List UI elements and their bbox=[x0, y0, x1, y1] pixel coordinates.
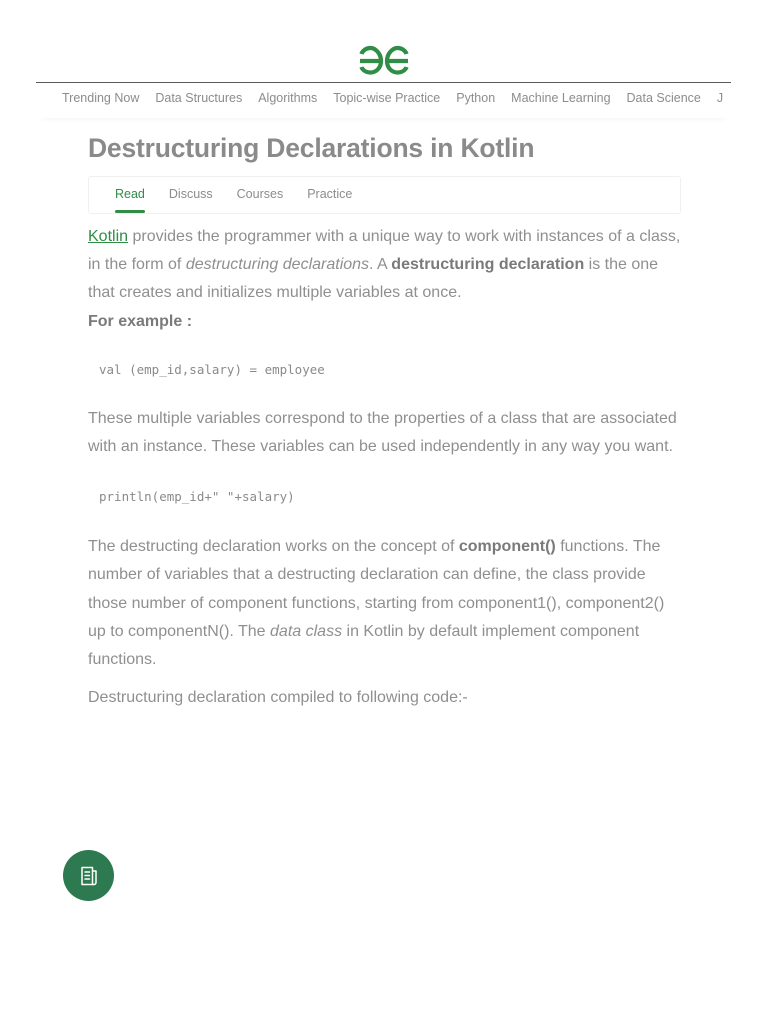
kotlin-link[interactable]: Kotlin bbox=[88, 228, 129, 245]
article-fab-button[interactable] bbox=[63, 850, 114, 901]
nav-item-algorithms[interactable]: Algorithms bbox=[258, 91, 318, 105]
header-divider bbox=[36, 82, 731, 83]
gfg-logo-icon[interactable] bbox=[357, 44, 411, 76]
intro-text-b: . A bbox=[369, 256, 392, 274]
intro-text-a: provides the programmer with a unique way to work with instances of a class, in the form of bbox=[88, 228, 681, 274]
nav-item-machine-learning[interactable]: Machine Learning bbox=[511, 91, 611, 105]
article bbox=[88, 128, 681, 712]
component-emphasis: data class bbox=[270, 622, 343, 640]
paragraph-component bbox=[88, 533, 681, 674]
intro-text-c: is the one that creates and initializes multiple variables at once. bbox=[88, 256, 659, 302]
tab-discuss[interactable]: Discuss bbox=[168, 187, 213, 201]
paragraph-compiled: Destructuring declaration compiled to following code:- bbox=[88, 689, 468, 707]
component-strong: component() bbox=[458, 538, 556, 556]
component-text-b: functions. The number of variables that a destructing declaration can define, the class provide those number of component functions, starting from component1(), component2() up to componentN(). The bbox=[88, 538, 665, 640]
nav-item-data-science[interactable]: Data Science bbox=[626, 91, 701, 105]
topic-nav bbox=[36, 84, 731, 118]
code-block-2: println(emp_id+" "+salary) bbox=[99, 489, 295, 505]
article-icon bbox=[77, 864, 101, 888]
nav-item-topic-wise-practice[interactable]: Topic-wise Practice bbox=[333, 91, 441, 105]
site-header bbox=[0, 0, 768, 84]
component-text-c: in Kotlin by default implement component functions. bbox=[88, 622, 640, 669]
article-title: Destructuring Declarations in Kotlin bbox=[88, 133, 535, 163]
nav-item-data-structures[interactable]: Data Structures bbox=[155, 91, 243, 105]
code-block-1: val (emp_id,salary) = employee bbox=[99, 361, 325, 377]
paragraph-variables: These multiple variables correspond to the properties of a class that are associated with an instance. These variables can be used independently in any way you want. bbox=[88, 409, 677, 456]
article-tabs bbox=[88, 176, 681, 214]
nav-item-truncated[interactable]: J bbox=[716, 91, 724, 105]
example-label: For example : bbox=[88, 312, 193, 330]
intro-emphasis: destructuring declarations bbox=[185, 256, 370, 274]
intro-paragraph bbox=[88, 223, 681, 336]
tab-practice[interactable]: Practice bbox=[307, 187, 353, 201]
nav-item-python[interactable]: Python bbox=[456, 91, 496, 105]
tab-courses[interactable]: Courses bbox=[236, 187, 284, 201]
nav-item-trending-now[interactable]: Trending Now bbox=[62, 91, 140, 105]
intro-strong: destructuring declaration bbox=[391, 256, 585, 274]
tab-read[interactable]: Read bbox=[115, 177, 145, 211]
component-text-a: The destructing declaration works on the concept of bbox=[88, 538, 459, 556]
